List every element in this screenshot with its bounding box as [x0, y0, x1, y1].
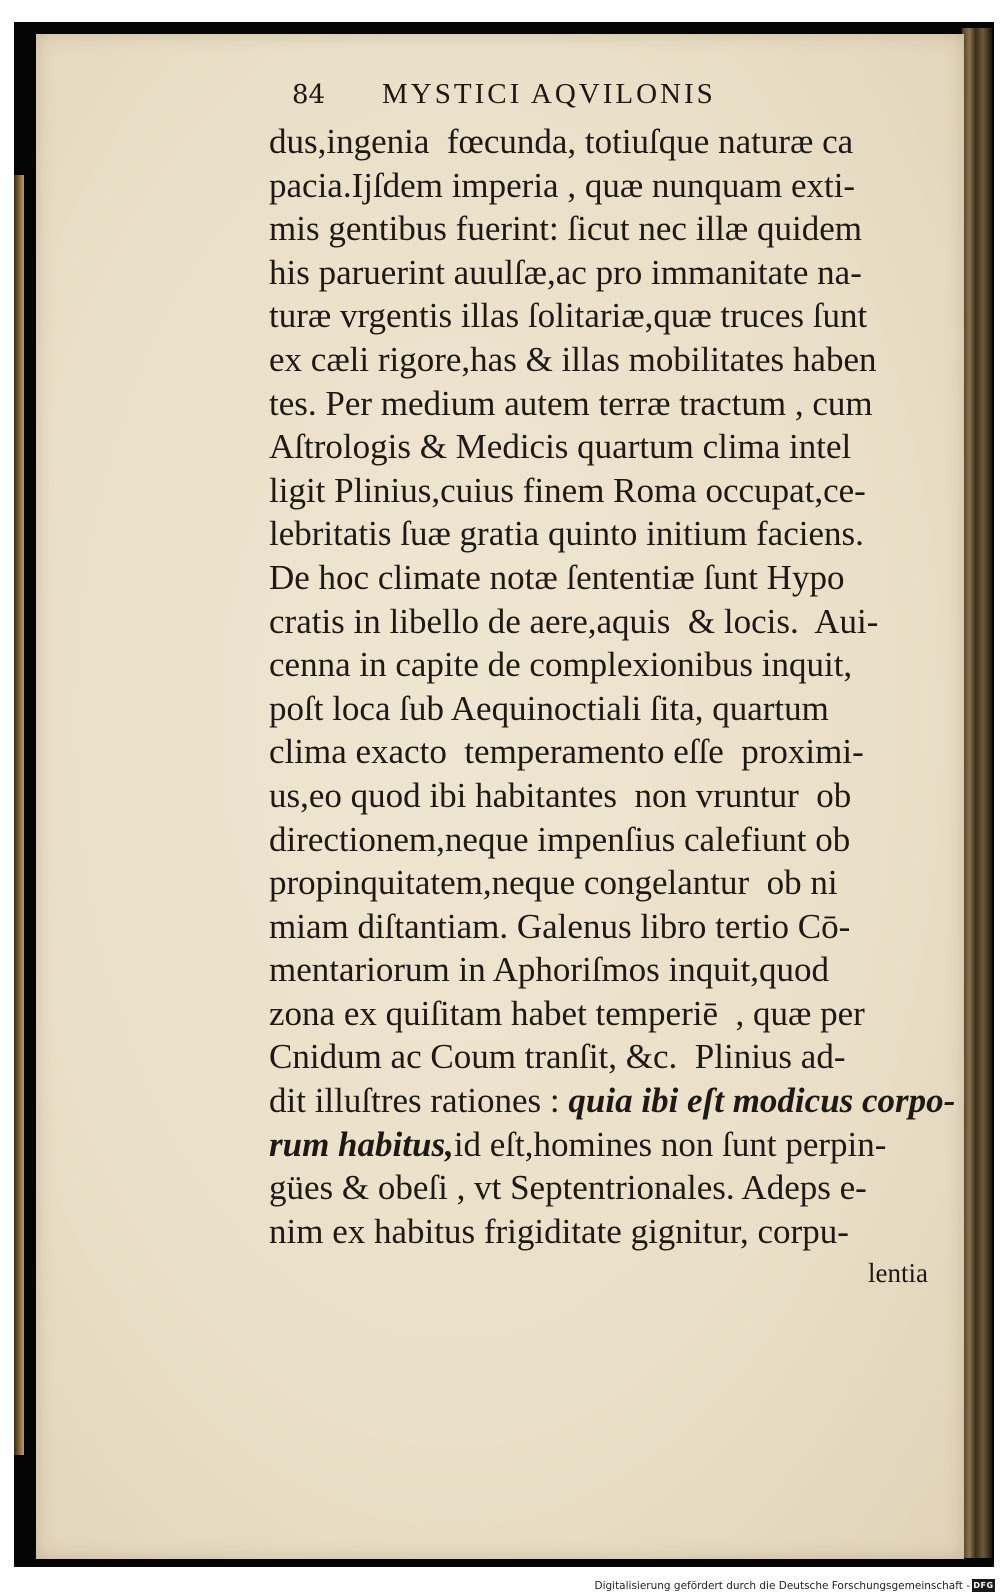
- body-text: [269, 120, 956, 1253]
- page-header: [290, 78, 830, 118]
- italic-quote: quia ibi eſt modicus corpo-: [568, 1081, 956, 1121]
- text-line: turæ vrgentis illas ſolitariæ,quæ truces ſunt: [269, 296, 868, 336]
- page-number: 84: [292, 80, 326, 110]
- text-line: propinquitatem,neque congelantur ob ni: [269, 863, 838, 903]
- text-line-mixed: [269, 1079, 956, 1123]
- text-line: Aſtrologis & Medicis quartum clima intel: [269, 427, 852, 467]
- text-line: gües & obeſi , vt Septentrionales. Adeps e-: [269, 1168, 867, 1208]
- plain-text: dit illuſtres rationes :: [269, 1081, 569, 1121]
- italic-quote: rum habitus,: [269, 1124, 454, 1164]
- text-line: miam diſtantiam. Galenus libro tertio Cō-: [269, 906, 851, 946]
- text-line: poſt loca ſub Aequinoctiali ſita, quartum: [269, 688, 829, 728]
- text-line: mis gentibus fuerint: ſicut nec illæ quidem: [269, 209, 862, 249]
- text-line: us,eo quod ibi habitantes non vruntur ob: [269, 775, 852, 815]
- text-line: zona ex quiſitam habet temperiē , quæ per: [269, 993, 865, 1033]
- text-line: clima exacto temperamento eſſe proximi-: [269, 732, 864, 772]
- text-line-mixed: [269, 1123, 929, 1167]
- plain-text: id eſt,homines non ſunt perpin-: [453, 1124, 887, 1164]
- page-edge-right: [962, 28, 992, 1558]
- text-line: ex cæli rigore,has & illas mobilitates haben: [269, 339, 877, 379]
- running-title: MYSTICI AQVILONIS: [382, 78, 716, 110]
- text-line: De hoc climate notæ ſententiæ ſunt Hypo: [269, 557, 845, 597]
- text-line: his paruerint auulſæ,ac pro immanitate na-: [269, 252, 862, 292]
- text-line: cenna in capite de complexionibus inquit,: [269, 645, 853, 685]
- page-edge-left: [14, 175, 24, 1455]
- digitization-credit: Digitalisierung gefördert durch die Deutsche Forschungsgemeinschaft -: [594, 1580, 970, 1592]
- text-line: directionem,neque impenſius calefiunt ob: [269, 819, 851, 859]
- text-line: nim ex habitus frigiditate gignitur, corpu-: [269, 1211, 849, 1251]
- text-line: Cnidum ac Coum tranſit, &c. Plinius ad-: [269, 1037, 846, 1077]
- catchword: lentia: [868, 1258, 928, 1288]
- text-line: mentariorum in Aphoriſmos inquit,quod: [269, 950, 829, 990]
- text-line: cratis in libello de aere,aquis & locis. Aui-: [269, 601, 879, 641]
- text-line: ligit Plinius,cuius finem Roma occupat,ce-: [269, 470, 866, 510]
- text-line: pacia.Ijſdem imperia , quæ nunquam exti-: [269, 165, 856, 205]
- text-line: lebritatis ſuæ gratia quinto initium faciens.: [269, 514, 864, 554]
- text-line: tes. Per medium autem terræ tractum , cum: [269, 383, 873, 423]
- dfg-logo: DFG: [973, 1581, 994, 1590]
- text-line: dus,ingenia fœcunda, totiuſque naturæ ca: [269, 122, 854, 161]
